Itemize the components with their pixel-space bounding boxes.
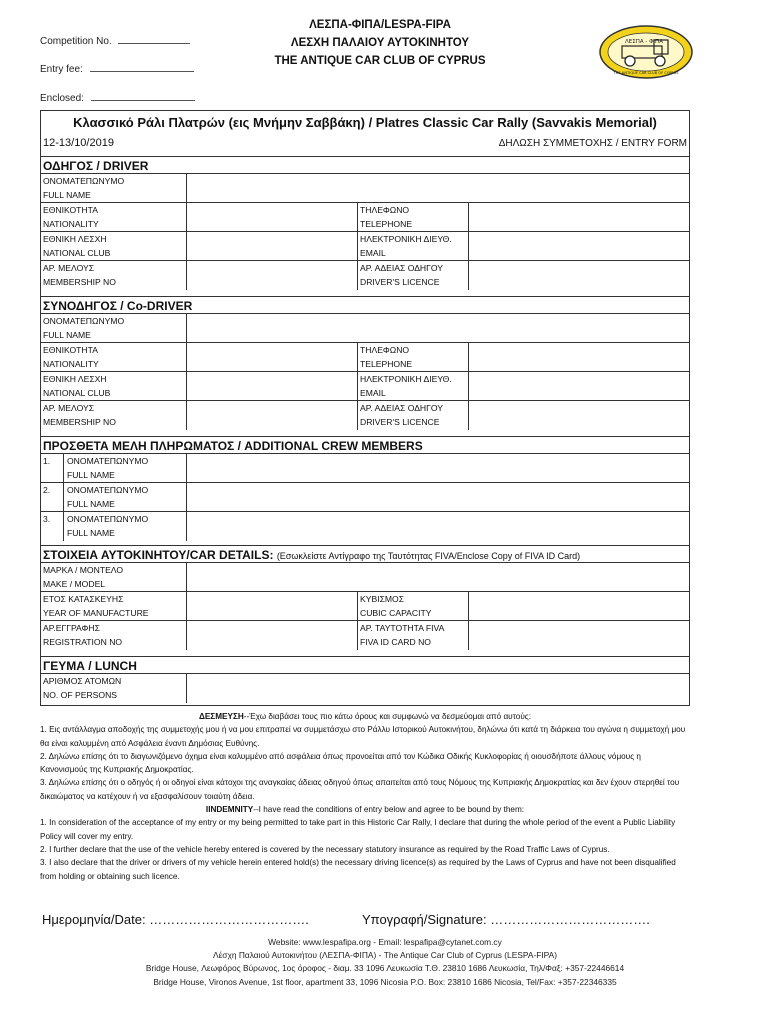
car-year-label: ΕΤΟΣ ΚΑΤΑΣΚΕΥΗΣ YEAR OF MANUFACTURE: [43, 594, 149, 618]
driver-licence-input[interactable]: [469, 261, 689, 290]
codriver-name-label: ΟΝΟΜΑΤΕΠΩΝΥΜΟ FULL NAME: [43, 316, 125, 340]
club-logo-graphic: [598, 24, 694, 80]
driver-club-input[interactable]: [187, 232, 357, 261]
car-cc-label: ΚΥΒΙΣΜΟΣ CUBIC CAPACITY: [360, 594, 432, 618]
footer-club-name: Λέσχη Παλαιού Αυτοκινήτου (ΛΕΣΠΑ-ΦΙΠΑ) - The Antique Car Club of Cyprus (LESPA-FIPA): [212, 950, 558, 961]
codriver-club-label: ΕΘΝΙΚΗ ΛΕΣΧΗ NATIONAL CLUB: [43, 374, 111, 398]
codriver-club-input[interactable]: [187, 372, 357, 401]
driver-email-label: ΗΛΕΚΤΡΟΝΙΚΗ ΔΙΕΥΘ. EMAIL: [360, 234, 452, 258]
driver-name-row: [41, 174, 689, 203]
driver-club-label: ΕΘΝΙΚΗ ΛΕΣΧΗ NATIONAL CLUB: [43, 234, 111, 258]
driver-nationality-input[interactable]: [187, 203, 357, 232]
driver-name-label: ΟΝΟΜΑΤΕΠΩΝΥΜΟ FULL NAME: [43, 176, 125, 200]
crew-row-2-label: ΟΝΟΜΑΤΕΠΩΝΥΜΟ FULL NAME: [67, 485, 149, 509]
competition-no-label: Competition No.: [40, 36, 112, 47]
car-reg-label: ΑΡ.ΕΓΓΡΑΦΗΣ REGISTRATION NO: [43, 623, 123, 647]
codriver-telephone-label: ΤΗΛΕΦΩΝΟ TELEPHONE: [360, 345, 413, 369]
event-date: 12-13/10/2019: [43, 137, 114, 149]
car-heading: ΣΤΟΙΧΕΙΑ ΑΥΤΟΚΙΝΗΤΟΥ/CAR DETAILS: (Εσωκλείστε Αντίγραφο της Ταυτότητας FIVA/Enclose Copy of FIVA ID Card): [41, 545, 689, 563]
crew-row-3: [41, 512, 689, 541]
legal-en-2: 2. I further declare that the use of the vehicle hereby entered is covered by the necessary statutory insurance as required by the Road Traffic Laws of Cyprus.: [40, 844, 610, 854]
codriver-name-input[interactable]: [187, 314, 689, 343]
entry-fee-field[interactable]: [40, 62, 194, 75]
driver-telephone-label: ΤΗΛΕΦΩΝΟ TELEPHONE: [360, 205, 413, 229]
car-fiva-input[interactable]: [469, 621, 689, 650]
driver-club-row: [41, 232, 689, 261]
entry-form: [40, 110, 690, 706]
car-cc-input[interactable]: [469, 592, 689, 621]
car-make-label: ΜΑΡΚΑ / ΜΟΝΤΕΛΟ MAKE / MODEL: [43, 565, 124, 589]
codriver-membership-label: ΑΡ. ΜΕΛΟΥΣ MEMBERSHIP NO: [43, 403, 116, 427]
lunch-persons-label: ΑΡΙΘΜΟΣ ΑΤΟΜΩΝ NO. OF PERSONS: [43, 676, 122, 700]
codriver-nationality-label: ΕΘΝΙΚΟΤΗΤΑ NATIONALITY: [43, 345, 99, 369]
legal-gr-3: 3. Δηλώνω επίσης ότι ο οδηγός ή οι οδηγοί είναι κάτοχοι της αναγκαίας άδειας οδηγού όπως απαιτείται από τους Νόμους της Κυπριακής Δημοκρατίας και δεν έχουν στερηθεί του δικαιώματος να κατέχουν ή να εξασφαλίσουν τοιαύτη άδεια.: [40, 778, 680, 801]
crew-row-1-input[interactable]: [187, 454, 689, 483]
car-year-input[interactable]: [187, 592, 357, 621]
club-heading: [230, 16, 530, 70]
club-name-line2: ΛΕΣΧΗ ΠΑΛΑΙΟΥ ΑΥΤΟΚΙΝΗΤΟΥ: [290, 37, 470, 49]
legal-en-1: 1. In consideration of the acceptance of my entry or my being permitted to take part in this Historic Car Rally, I declare that during the whole period of the event a Public Liability Policy will cover my entry.: [40, 818, 676, 841]
driver-grid: [41, 174, 689, 290]
legal-en-3: 3. I also declare that the driver or drivers of my vehicle herein entered hold(s) the necessary driving licence(s) as required by the Laws of Cyprus and have not been disqualified from holding or obtaining such licence.: [40, 858, 676, 881]
car-reg-row: [41, 621, 689, 650]
driver-membership-label: ΑΡ. ΜΕΛΟΥΣ MEMBERSHIP NO: [43, 263, 116, 287]
codriver-email-input[interactable]: [469, 372, 689, 401]
signature-field[interactable]: Υπογραφή/Signature: ……………………………….: [362, 912, 650, 927]
entry-fee-blank[interactable]: [90, 62, 194, 72]
codriver-licence-label: ΑΡ. ΑΔΕΙΑΣ ΟΔΗΓΟΥ DRIVER'S LICENCE: [360, 403, 444, 427]
crew-row-2-input[interactable]: [187, 483, 689, 512]
driver-licence-label: ΑΡ. ΑΔΕΙΑΣ ΟΔΗΓΟΥ DRIVER'S LICENCE: [360, 263, 444, 287]
legal-gr-heading: ΔΕΣΜΕΥΣΗ--Έχω διαβάσει τους πιο κάτω όρους και συμφωνώ να δεσμεύομαι από αυτούς:: [198, 712, 532, 721]
date-field[interactable]: Ημερομηνία/Date: ……………………………….: [42, 912, 309, 927]
codriver-name-row: [41, 314, 689, 343]
driver-membership-input[interactable]: [187, 261, 357, 290]
competition-no-field[interactable]: [40, 34, 190, 47]
legal-text: [40, 710, 690, 883]
competition-no-blank[interactable]: [118, 34, 190, 44]
enclosed-label: Enclosed:: [40, 93, 84, 104]
codriver-nationality-input[interactable]: [187, 343, 357, 372]
footer-address-en: Bridge House, Vironos Avenue, 1st floor, apartment 33, 1096 Nicosia P.O. Box: 23810 1686 Nicosia, Tel/Fax: +357-22346335: [153, 976, 617, 987]
driver-nationality-row: [41, 203, 689, 232]
crew-row-1: [41, 454, 689, 483]
crew-grid: [41, 454, 689, 541]
crew-row-2: [41, 483, 689, 512]
car-make-input[interactable]: [187, 563, 689, 592]
crew-row-3-number: 3.: [43, 514, 51, 524]
lunch-grid: [41, 674, 689, 703]
footer: [0, 936, 770, 989]
crew-row-2-number: 2.: [43, 485, 51, 495]
legal-gr-1: 1. Εις αντάλλαγμα αποδοχής της συμμετοχής μου ή να μου επιτραπεί να συμμετάσχω στο Ράλλυ Ιστορικού Αυτοκινήτου, δηλώνω ότι κατά τη διάρκεια του αγώνα η συμμετοχή μου θα είναι καλυμμένη από Ασφάλεια έναντι Δημόσιας Ευθύνης.: [40, 725, 686, 748]
car-fiva-label: ΑΡ. ΤΑΥΤΟΤΗΤΑ FIVA FIVA ID CARD NO: [360, 623, 445, 647]
lunch-heading: ΓΕΥΜΑ / LUNCH: [41, 656, 689, 674]
club-logo: [598, 24, 694, 80]
driver-email-input[interactable]: [469, 232, 689, 261]
legal-gr-2: 2. Δηλώνω επίσης ότι το διαγωνιζόμενο όχημα είναι καλυμμένο από ασφάλεια όπως προνοείται από τον Κώδικα Οδικής Κυκλοφορίας ή οιουσδήποτε άλλους νόμους η Κανονισμούς της Κυπριακής Δημοκρατίας.: [40, 751, 641, 775]
codriver-club-row: [41, 372, 689, 401]
footer-contact: Website: www.lespafipa.org - Email: lespafipa@cytanet.com.cy: [268, 937, 502, 947]
driver-name-input[interactable]: [187, 174, 689, 203]
codriver-membership-input[interactable]: [187, 401, 357, 430]
lunch-persons-row: [41, 674, 689, 703]
lunch-persons-input[interactable]: [187, 674, 689, 703]
crew-row-1-label: ΟΝΟΜΑΤΕΠΩΝΥΜΟ FULL NAME: [67, 456, 149, 480]
car-make-row: [41, 563, 689, 592]
logo-bottom-text: THE ANTIQUE CAR CLUB OF CYPRUS: [613, 71, 679, 75]
car-year-row: [41, 592, 689, 621]
enclosed-blank[interactable]: [91, 91, 195, 101]
codriver-licence-input[interactable]: [469, 401, 689, 430]
driver-nationality-label: ΕΘΝΙΚΟΤΗΤΑ NATIONALITY: [43, 205, 99, 229]
driver-membership-row: [41, 261, 689, 290]
codriver-telephone-input[interactable]: [469, 343, 689, 372]
driver-heading: ΟΔΗΓΟΣ / DRIVER: [41, 156, 689, 174]
footer-address-gr: Bridge House, Λεωφόρος Βύρωνος, 1ος όροφος - διαμ. 33 1096 Λευκωσία Τ.Θ. 23810 1686 Λευκωσία, Τηλ/Φαξ: +357-22446614: [145, 963, 625, 974]
car-grid: [41, 563, 689, 650]
crew-row-3-label: ΟΝΟΜΑΤΕΠΩΝΥΜΟ FULL NAME: [67, 514, 149, 538]
crew-heading: ΠΡΟΣΘΕΤΑ ΜΕΛΗ ΠΛΗΡΩΜΑΤΟΣ / ADDITIONAL CREW MEMBERS: [41, 436, 689, 454]
codriver-grid: [41, 314, 689, 430]
event-title: Κλασσικό Ράλι Πλατρών (εις Μνήμην Σαββάκη) / Platres Classic Car Rally (Savvakis Memorial): [73, 115, 657, 130]
codriver-membership-row: [41, 401, 689, 430]
crew-row-1-number: 1.: [43, 456, 51, 466]
car-note: (Εσωκλείστε Αντίγραφο της Ταυτότητας FIVA/Enclose Copy of FIVA ID Card): [276, 551, 581, 561]
enclosed-field[interactable]: [40, 91, 195, 104]
entry-form-label: ΔΗΛΩΣΗ ΣΥΜΜΕΤΟΧΗΣ / ENTRY FORM: [498, 138, 687, 149]
codriver-nationality-row: [41, 343, 689, 372]
entry-fee-label: Entry fee:: [40, 64, 83, 75]
logo-top-text: ΛΕΣΠΑ - ΦΙΠΑ: [625, 39, 663, 45]
driver-telephone-input[interactable]: [469, 203, 689, 232]
crew-row-3-input[interactable]: [187, 512, 689, 541]
car-reg-input[interactable]: [187, 621, 357, 650]
legal-en-heading: IINDEMNITY--I have read the conditions of entry below and agree to be bound by them:: [205, 805, 525, 815]
club-name-line3: THE ANTIQUE CAR CLUB OF CYPRUS: [274, 55, 486, 67]
codriver-heading: ΣΥΝΟΔΗΓΟΣ / Co-DRIVER: [41, 296, 689, 314]
codriver-email-label: ΗΛΕΚΤΡΟΝΙΚΗ ΔΙΕΥΘ. EMAIL: [360, 374, 452, 398]
club-name-line1: ΛΕΣΠΑ-ΦΙΠΑ/LESPA-FIPA: [309, 19, 451, 31]
